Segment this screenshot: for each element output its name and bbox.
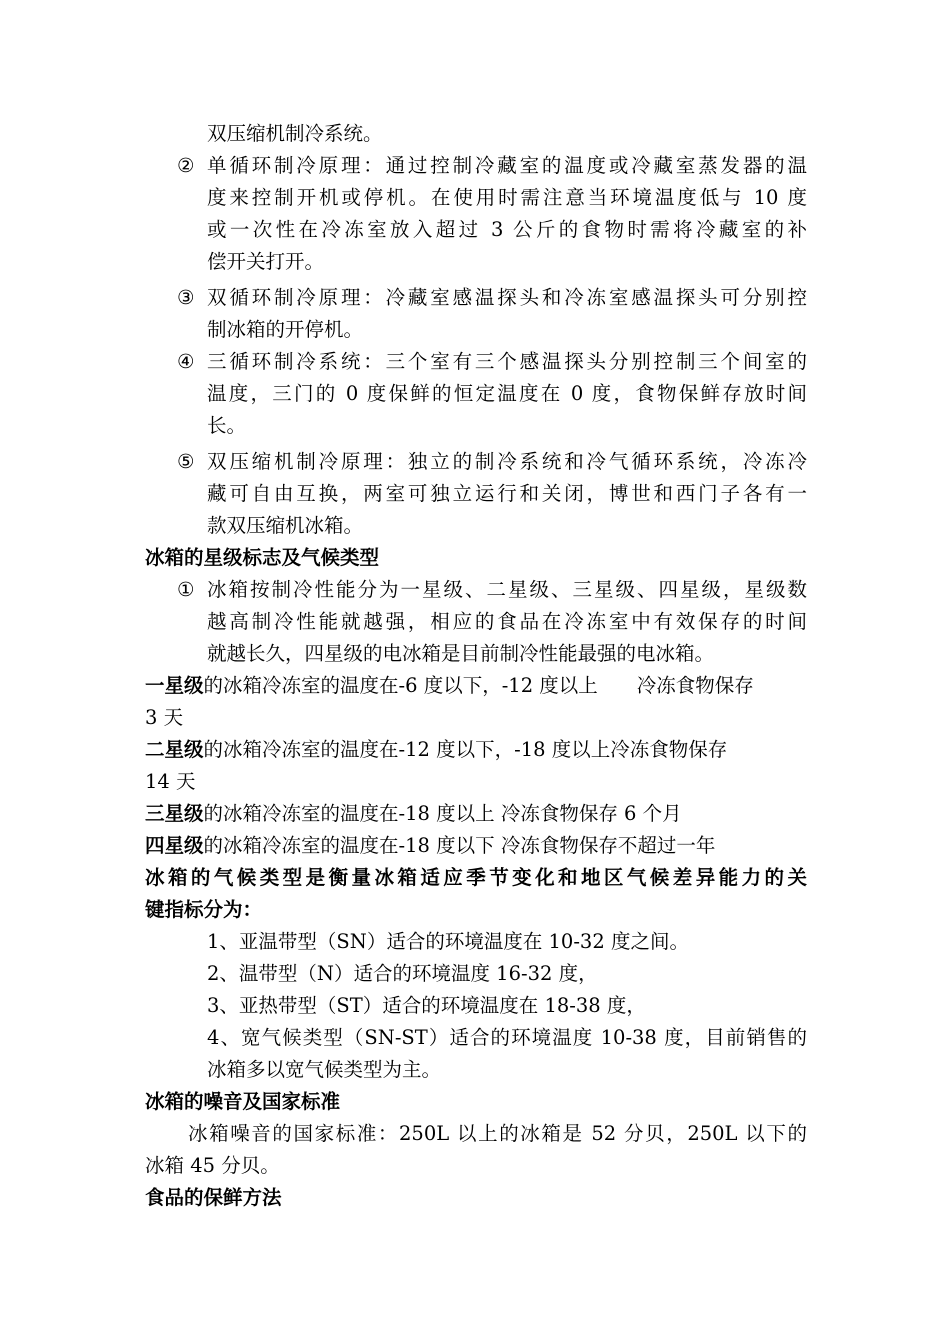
text-line: 双循环制冷原理：冷藏室感温探头和冷冻室感温探头可分别控 — [207, 286, 807, 309]
section-heading: 冰箱的星级标志及气候类型 — [145, 546, 380, 569]
list-marker: ① — [177, 578, 195, 601]
text-line: 双压缩机制冷原理：独立的制冷系统和冷气循环系统，冷冻冷 — [207, 450, 807, 473]
climate-type-item: 1、亚温带型（SN）适合的环境温度在 10-32 度之间。 — [207, 930, 689, 953]
star-rating-text: 的冰箱冷冻室的温度在-18 度以下 冷冻食物保存不超过一年 — [203, 834, 716, 857]
text-line: 14 天 — [145, 770, 196, 793]
text-line: 冰箱多以宽气候类型为主。 — [207, 1058, 442, 1081]
text-line: 就越长久，四星级的电冰箱是目前制冷性能最强的电冰箱。 — [207, 642, 715, 665]
text-line: 藏可自由互换，两室可独立运行和关闭，博世和西门子各有一 — [207, 482, 807, 505]
text-line: 制冰箱的开停机。 — [207, 318, 364, 341]
section-heading: 键指标分为： — [145, 898, 263, 921]
list-marker: ⑤ — [177, 450, 195, 473]
text-line: 冰箱 45 分贝。 — [145, 1154, 280, 1177]
star-rating-label: 三星级 — [145, 802, 204, 825]
text-line: 单循环制冷原理：通过控制冷藏室的温度或冷藏室蒸发器的温 — [207, 154, 807, 177]
text-line: 温度，三门的 0 度保鲜的恒定温度在 0 度，食物保鲜存放时间 — [207, 382, 807, 405]
climate-type-item: 3、亚热带型（ST）适合的环境温度在 18-38 度， — [207, 994, 646, 1017]
section-heading: 冰箱的噪音及国家标准 — [145, 1090, 341, 1113]
text-line: 冰箱噪音的国家标准：250L 以上的冰箱是 52 分贝，250L 以下的 — [188, 1122, 807, 1145]
star-rating-line — [145, 798, 682, 830]
climate-type-item: 4、宽气候类型（SN-ST）适合的环境温度 10-38 度，目前销售的 — [207, 1026, 807, 1049]
text-line: 款双压缩机冰箱。 — [207, 514, 364, 537]
star-rating-line — [145, 670, 754, 702]
text-line: 度来控制开机或停机。在使用时需注意当环境温度低与 10 度 — [207, 186, 807, 209]
list-marker: ③ — [177, 286, 195, 309]
star-rating-label: 二星级 — [145, 738, 204, 761]
climate-type-item: 2、温带型（N）适合的环境温度 16-32 度， — [207, 962, 598, 985]
list-marker: ② — [177, 154, 195, 177]
star-rating-line — [145, 734, 727, 766]
star-rating-label: 一星级 — [145, 674, 204, 697]
text-line: 越高制冷性能就越强，相应的食品在冷冻室中有效保存的时间 — [207, 610, 807, 633]
text-line: 3 天 — [145, 706, 184, 729]
star-rating-line — [145, 830, 715, 862]
section-heading: 冰箱的气候类型是衡量冰箱适应季节变化和地区气候差异能力的关 — [145, 866, 807, 889]
text-line: 三循环制冷系统：三个室有三个感温探头分别控制三个间室的 — [207, 350, 807, 373]
text-line: 长。 — [207, 414, 247, 437]
star-rating-label: 四星级 — [145, 834, 204, 857]
text-line: 或一次性在冷冻室放入超过 3 公斤的食物时需将冷藏室的补 — [207, 218, 807, 241]
star-rating-text: 的冰箱冷冻室的温度在-12 度以下，-18 度以上冷冻食物保存 — [203, 738, 728, 761]
list-marker: ④ — [177, 350, 195, 373]
star-rating-text: 的冰箱冷冻室的温度在-18 度以上 冷冻食物保存 6 个月 — [203, 802, 682, 825]
section-heading: 食品的保鲜方法 — [145, 1186, 282, 1209]
text-line: 偿开关打开。 — [207, 250, 325, 273]
text-line: 双压缩机制冷系统。 — [207, 122, 383, 145]
text-line: 冰箱按制冷性能分为一星级、二星级、三星级、四星级，星级数 — [207, 578, 807, 601]
star-rating-text: 的冰箱冷冻室的温度在-6 度以下，-12 度以上 冷冻食物保存 — [203, 674, 754, 697]
